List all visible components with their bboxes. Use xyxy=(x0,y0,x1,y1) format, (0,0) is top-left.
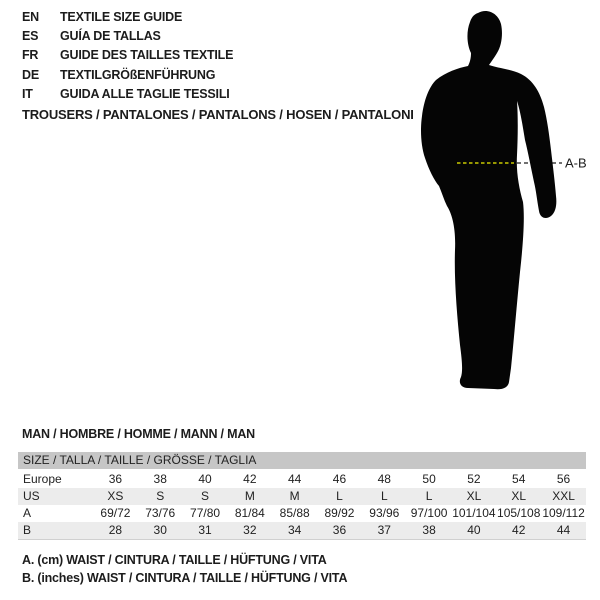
language-label: GUIDA ALLE TAGLIE TESSILI xyxy=(60,86,230,101)
man-silhouette-figure xyxy=(390,0,600,420)
size-table-header: SIZE / TALLA / TAILLE / GRÖSSE / TAGLIA xyxy=(18,452,586,469)
size-cell: 38 xyxy=(407,522,452,540)
size-cell: 77/80 xyxy=(190,506,221,520)
measure-label: A-B xyxy=(565,155,587,171)
size-cell: 89/92 xyxy=(324,506,355,520)
size-table-section xyxy=(18,452,586,540)
language-list xyxy=(22,8,233,104)
size-cell: 69/72 xyxy=(100,506,131,520)
size-cell: XL xyxy=(511,489,527,503)
size-cell: 40 xyxy=(452,522,497,540)
size-cell: M xyxy=(244,489,255,503)
language-label: GUIDE DES TAILLES TEXTILE xyxy=(60,48,234,63)
size-cell: 105/108 xyxy=(497,506,541,520)
size-cell: 31 xyxy=(183,522,228,540)
size-cell: 52 xyxy=(467,472,481,486)
language-row-de xyxy=(22,66,233,85)
size-cell: 44 xyxy=(541,522,586,540)
size-cell: 36 xyxy=(317,522,362,540)
size-cell: 101/104 xyxy=(452,506,496,520)
size-cell: L xyxy=(380,489,388,503)
size-cell: 32 xyxy=(227,522,272,540)
row-label: US xyxy=(23,489,40,503)
language-code: DE xyxy=(22,67,39,82)
language-code: FR xyxy=(22,48,39,63)
language-code: ES xyxy=(22,29,39,44)
table-row-a-cm xyxy=(18,505,586,522)
size-cell: 85/88 xyxy=(279,506,310,520)
row-label: Europe xyxy=(23,472,62,486)
language-label: TEXTILGRÖßENFÜHRUNG xyxy=(60,67,216,82)
size-cell: 30 xyxy=(138,522,183,540)
size-cell: 109/112 xyxy=(542,506,585,520)
language-label: TEXTILE SIZE GUIDE xyxy=(60,10,183,24)
table-row-b-inches xyxy=(18,522,586,540)
size-cell: 34 xyxy=(272,522,317,540)
man-silhouette xyxy=(421,11,556,389)
language-label: GUÍA DE TALLAS xyxy=(60,29,161,44)
size-cell: 93/96 xyxy=(369,506,400,520)
table-row-europe xyxy=(18,471,586,488)
language-row-fr xyxy=(22,46,233,65)
size-cell: 42 xyxy=(243,472,257,486)
size-cell: 56 xyxy=(556,472,571,486)
size-cell: 46 xyxy=(332,472,347,486)
row-label: A xyxy=(23,506,32,520)
table-row-us xyxy=(18,488,586,505)
row-label: B xyxy=(18,522,93,540)
size-cell: XL xyxy=(466,489,482,503)
size-cell: 37 xyxy=(362,522,407,540)
language-row-es xyxy=(22,27,233,46)
footnotes xyxy=(22,552,347,587)
size-cell: 81/84 xyxy=(234,506,265,520)
footnote-a: A. (cm) WAIST / CINTURA / TAILLE / HÜFTUNG / VITA xyxy=(22,553,327,567)
size-cell: L xyxy=(425,489,433,503)
footnote-b: B. (inches) WAIST / CINTURA / TAILLE / HÜFTUNG / VITA xyxy=(22,570,348,585)
size-cell: 97/100 xyxy=(410,506,448,520)
size-cell: 28 xyxy=(93,522,138,540)
language-row-en xyxy=(22,8,233,27)
size-cell: XXL xyxy=(552,489,575,503)
size-cell: S xyxy=(156,489,165,503)
size-cell: 40 xyxy=(198,472,212,486)
size-cell: 73/76 xyxy=(145,506,176,520)
size-cell: 36 xyxy=(108,472,123,486)
language-code: EN xyxy=(22,10,39,24)
size-table xyxy=(18,471,586,540)
size-cell: 42 xyxy=(496,522,541,540)
size-cell: M xyxy=(289,489,300,503)
size-cell: L xyxy=(336,489,343,503)
gender-title: MAN / HOMBRE / HOMME / MANN / MAN xyxy=(22,427,255,441)
size-cell: 38 xyxy=(153,472,167,486)
size-cell: 54 xyxy=(512,472,526,486)
garment-title: TROUSERS / PANTALONES / PANTALONS / HOSEN / PANTALONI xyxy=(22,107,414,122)
size-cell: 50 xyxy=(422,472,436,486)
size-cell: XS xyxy=(107,489,124,503)
size-cell: S xyxy=(201,489,210,503)
language-code: IT xyxy=(22,86,33,101)
size-cell: 44 xyxy=(287,472,302,486)
size-cell: 48 xyxy=(377,472,391,486)
language-row-it xyxy=(22,85,233,104)
